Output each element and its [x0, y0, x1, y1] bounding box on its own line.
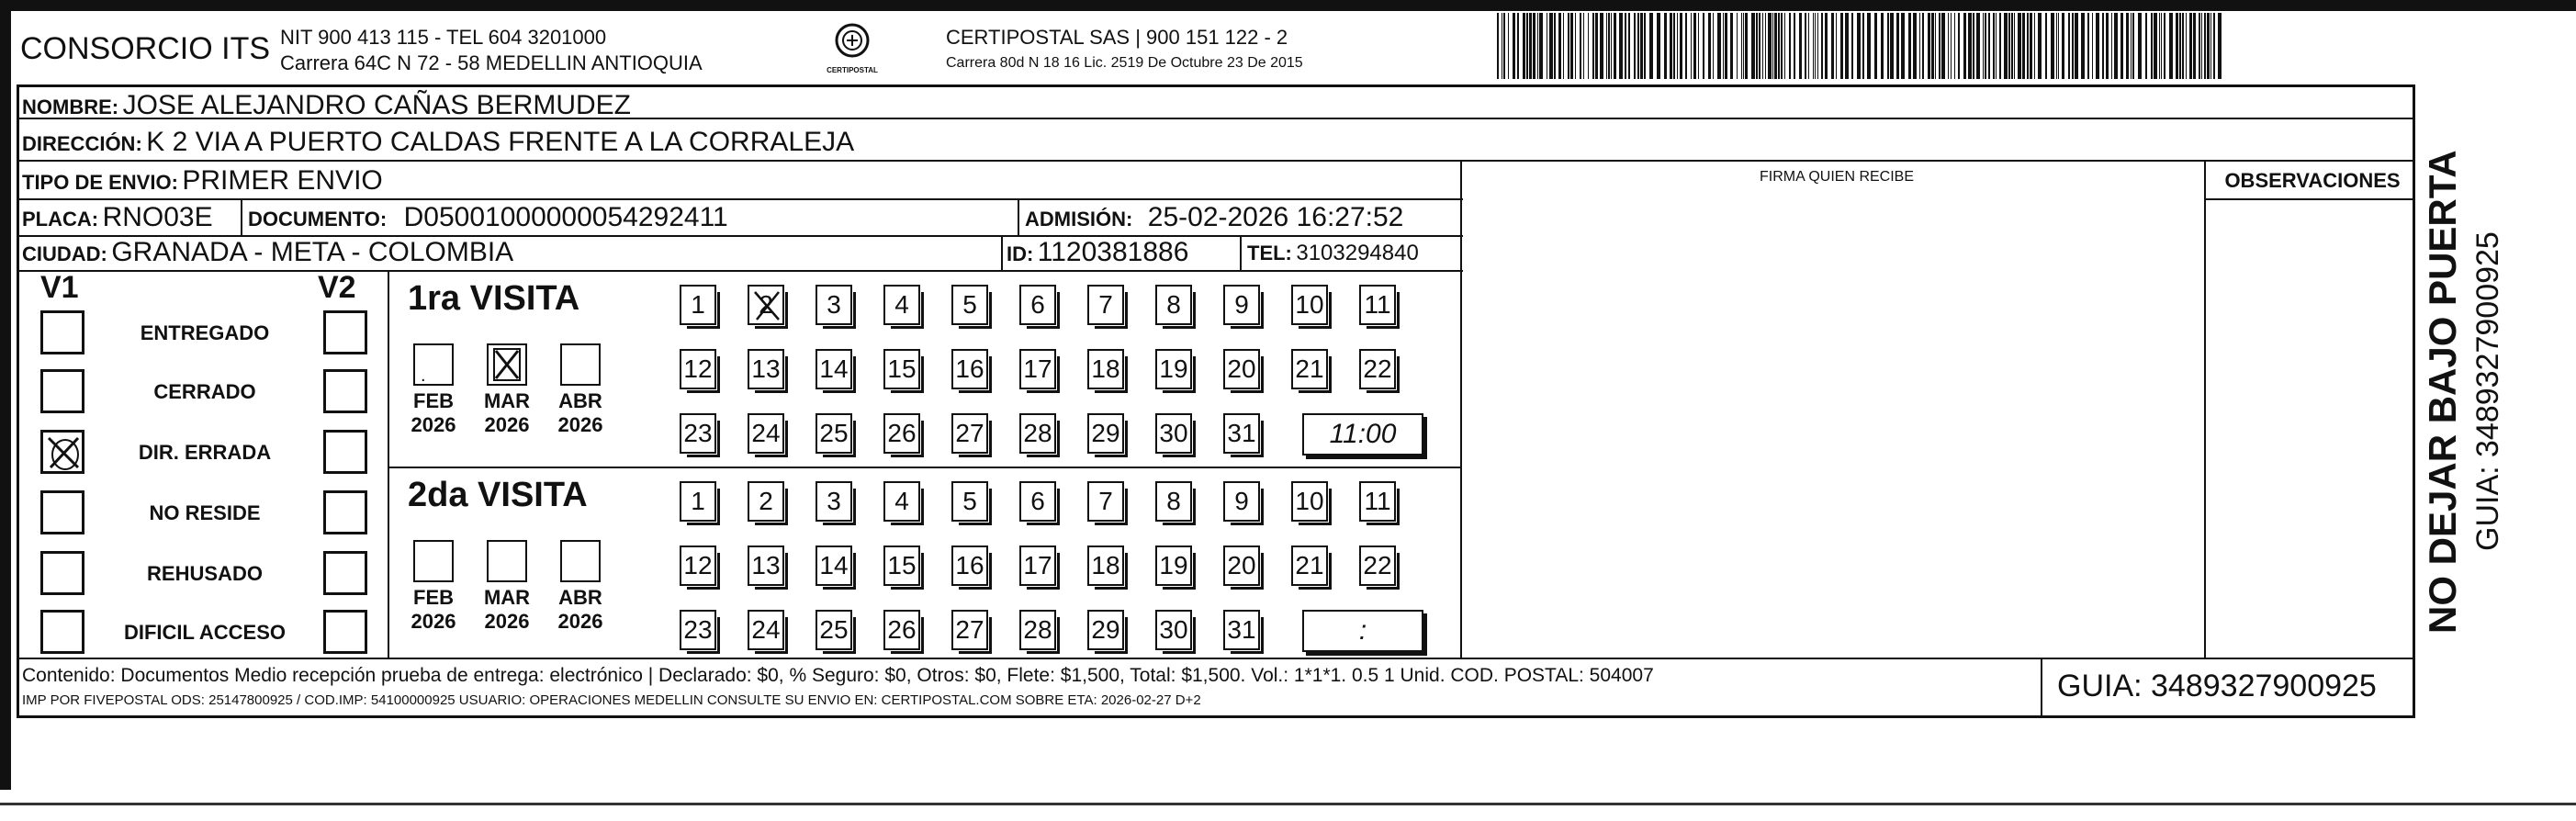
status-label: NO RESIDE: [149, 501, 261, 524]
footer-contenido: Contenido: Documentos Medio recepción prueba de entrega: electrónico | Declarado: $0, % Seguro: $0, Otros: $0, Flete: $1,500, Total: $1,500. Vol.: 1*1*1. 0.5 1 Unid. COD. POSTAL: 504007: [22, 665, 1654, 686]
company-name: CONSORCIO ITS: [20, 31, 271, 66]
day-box[interactable]: 8: [1155, 481, 1192, 522]
day-box[interactable]: 6: [1019, 481, 1056, 522]
col-divider: [1001, 235, 1003, 270]
day-box[interactable]: 9: [1223, 285, 1260, 325]
status-label: CERRADO: [153, 380, 256, 403]
month-name: ABR: [558, 389, 602, 412]
status-v1-checkbox[interactable]: [40, 490, 84, 534]
day-box[interactable]: 2: [748, 481, 784, 522]
day-box[interactable]: 24: [748, 413, 784, 454]
company-address: Carrera 64C N 72 - 58 MEDELLIN ANTIOQUIA: [280, 51, 703, 74]
visit-divider: [388, 467, 1460, 468]
day-box[interactable]: 10: [1291, 285, 1328, 325]
row-divider: [17, 658, 2415, 659]
status-v2-checkbox[interactable]: [323, 430, 367, 474]
placa-row: [22, 202, 213, 233]
day-box[interactable]: 21: [1291, 349, 1328, 389]
footer-guia: GUIA: 3489327900925: [2057, 669, 2377, 703]
month-name: FEB: [413, 586, 454, 609]
day-box[interactable]: 14: [816, 349, 852, 389]
status-v2-checkbox[interactable]: [323, 551, 367, 595]
day-box[interactable]: 3: [816, 481, 852, 522]
day-box[interactable]: 18: [1087, 349, 1124, 389]
day-box[interactable]: 13: [748, 545, 784, 586]
logo-text: CERTIPOSTAL: [827, 66, 878, 74]
month-name: MAR: [483, 389, 531, 412]
day-box[interactable]: 28: [1019, 413, 1056, 454]
check-x-icon: [753, 290, 781, 321]
status-v1-checkbox[interactable]: [40, 310, 84, 354]
status-v2-checkbox[interactable]: [323, 610, 367, 654]
day-box[interactable]: 11: [1359, 285, 1396, 325]
month-name: FEB: [413, 389, 454, 412]
status-label: REHUSADO: [147, 562, 263, 585]
status-v1-checkbox[interactable]: [40, 610, 84, 654]
direccion-row: [22, 127, 854, 158]
day-box[interactable]: 6: [1019, 285, 1056, 325]
day-box[interactable]: 12: [680, 545, 716, 586]
tel-label: TEL:: [1247, 242, 1292, 264]
v1-header: V1: [40, 270, 79, 305]
ciudad-label: CIUDAD:: [22, 242, 107, 265]
id-value: 1120381886: [1037, 237, 1189, 267]
status-v1-checkbox[interactable]: [40, 551, 84, 595]
col-divider: [241, 198, 242, 235]
day-box[interactable]: 19: [1155, 349, 1192, 389]
carrier-info: CERTIPOSTAL SAS | 900 151 122 - 2: [946, 26, 1288, 49]
month-checkbox[interactable]: [487, 540, 527, 582]
month-checkbox[interactable]: [560, 343, 601, 386]
day-box[interactable]: 10: [1291, 481, 1328, 522]
documento-label: DOCUMENTO:: [248, 208, 388, 231]
month-label: [401, 586, 466, 634]
day-box[interactable]: 19: [1155, 545, 1192, 586]
admision-value: 25-02-2026 16:27:52: [1147, 202, 1404, 232]
status-v2-checkbox[interactable]: [323, 490, 367, 534]
company-nit: NIT 900 413 115 - TEL 604 3201000: [280, 26, 607, 49]
month-year: 2026: [557, 610, 603, 633]
month-name: MAR: [483, 586, 531, 609]
tipo-envio-row: [22, 165, 383, 197]
scan-top-edge: [0, 0, 2576, 11]
row-divider: [17, 270, 1463, 272]
observaciones-label: OBSERVACIONES: [2224, 169, 2401, 192]
id-label: ID:: [1007, 242, 1034, 265]
month-year: 2026: [411, 413, 456, 436]
day-box[interactable]: 29: [1087, 413, 1124, 454]
status-v2-checkbox[interactable]: [323, 310, 367, 354]
status-v2-checkbox[interactable]: [323, 369, 367, 413]
visit-title: 2da VISITA: [408, 476, 588, 514]
month-name: ABR: [558, 586, 602, 609]
footer-imp: IMP POR FIVEPOSTAL ODS: 25147800925 / COD.IMP: 54100000925 USUARIO: OPERACIONES MEDELLIN CONSULTE SU ENVIO EN: CERTIPOSTAL.COM SOBRE ETA: 2026-02-27 D+2: [22, 692, 1201, 708]
no-dejar-bajo-puerta: NO DEJAR BAJO PUERTA: [2421, 150, 2464, 634]
day-box[interactable]: 20: [1223, 545, 1260, 586]
day-box[interactable]: 4: [883, 285, 920, 325]
side-guia: GUIA: 3489327900925: [2470, 231, 2505, 551]
tipo-envio-label: TIPO DE ENVIO:: [22, 171, 178, 194]
col-divider: [388, 270, 389, 658]
status-v1-checkbox[interactable]: [40, 369, 84, 413]
month-year: 2026: [411, 610, 456, 633]
day-box[interactable]: 27: [951, 610, 988, 650]
admision-label: ADMISIÓN:: [1025, 208, 1133, 231]
dot-mark: .: [421, 366, 426, 386]
day-box[interactable]: 25: [816, 413, 852, 454]
tel-row: [1247, 241, 1419, 266]
day-box[interactable]: 23: [680, 413, 716, 454]
day-box[interactable]: 26: [883, 413, 920, 454]
day-box[interactable]: 23: [680, 610, 716, 650]
nombre-value: JOSE ALEJANDRO CAÑAS BERMUDEZ: [122, 90, 632, 120]
day-box[interactable]: 7: [1087, 481, 1124, 522]
month-label: [475, 586, 539, 634]
day-box[interactable]: 18: [1087, 545, 1124, 586]
month-year: 2026: [484, 413, 530, 436]
status-label: ENTREGADO: [140, 321, 270, 344]
day-box[interactable]: 5: [951, 285, 988, 325]
day-box[interactable]: 31: [1223, 413, 1260, 454]
month-checkbox[interactable]: [487, 343, 527, 386]
admision-row: [1025, 202, 1403, 233]
day-box[interactable]: 20: [1223, 349, 1260, 389]
col-divider: [2204, 160, 2206, 658]
day-box[interactable]: 7: [1087, 285, 1124, 325]
month-year: 2026: [484, 610, 530, 633]
day-box[interactable]: 17: [1019, 545, 1056, 586]
firma-label: FIRMA QUIEN RECIBE: [1759, 169, 1915, 185]
day-box[interactable]: 12: [680, 349, 716, 389]
scan-left-edge: [0, 0, 11, 790]
check-x-icon: [489, 345, 525, 384]
documento-value: D05001000000054292411: [403, 202, 728, 232]
status-v1-checkbox[interactable]: [40, 430, 84, 474]
month-year: 2026: [557, 413, 603, 436]
day-box[interactable]: 4: [883, 481, 920, 522]
day-box[interactable]: 17: [1019, 349, 1056, 389]
row-divider: [17, 160, 2415, 162]
day-box[interactable]: 30: [1155, 413, 1192, 454]
day-box[interactable]: 5: [951, 481, 988, 522]
ciudad-row: [22, 237, 513, 268]
row-divider: [17, 198, 1463, 200]
time-box[interactable]: :: [1302, 610, 1423, 652]
certipostal-logo: [816, 20, 889, 79]
day-box[interactable]: 16: [951, 349, 988, 389]
barcode: [1497, 13, 2222, 79]
nombre-row: [22, 90, 631, 121]
time-box[interactable]: 11:00: [1302, 413, 1423, 455]
day-box[interactable]: 27: [951, 413, 988, 454]
carrier-license: Carrera 80d N 18 16 Lic. 2519 De Octubre 23 De 2015: [946, 55, 1303, 71]
col-divider: [2041, 658, 2042, 718]
check-x-icon: [43, 433, 84, 473]
col-divider: [1460, 160, 1462, 658]
v2-header: V2: [318, 270, 356, 305]
day-box[interactable]: 16: [951, 545, 988, 586]
col-divider: [1018, 198, 1019, 235]
id-row: [1007, 237, 1188, 268]
day-box[interactable]: 9: [1223, 481, 1260, 522]
tel-value: 3103294840: [1296, 241, 1419, 265]
day-box[interactable]: 22: [1359, 545, 1396, 586]
col-divider: [1240, 235, 1242, 270]
ciudad-value: GRANADA - META - COLOMBIA: [111, 237, 514, 267]
month-label: [475, 389, 539, 437]
day-box[interactable]: 15: [883, 349, 920, 389]
month-label: [548, 586, 613, 634]
direccion-label: DIRECCIÓN:: [22, 132, 142, 155]
status-label: DIR. ERRADA: [138, 441, 272, 464]
direccion-value: K 2 VIA A PUERTO CALDAS FRENTE A LA CORRALEJA: [146, 127, 855, 157]
day-box[interactable]: 1: [680, 481, 716, 522]
month-checkbox[interactable]: [413, 343, 454, 386]
day-box[interactable]: 31: [1223, 610, 1260, 650]
day-box[interactable]: 25: [816, 610, 852, 650]
status-label: DIFICIL ACCESO: [123, 621, 286, 644]
day-box[interactable]: 8: [1155, 285, 1192, 325]
month-label: [401, 389, 466, 437]
day-box[interactable]: 24: [748, 610, 784, 650]
day-box[interactable]: 29: [1087, 610, 1124, 650]
day-box[interactable]: 26: [883, 610, 920, 650]
tipo-envio-value: PRIMER ENVIO: [182, 165, 383, 196]
day-box[interactable]: 14: [816, 545, 852, 586]
day-box[interactable]: 21: [1291, 545, 1328, 586]
day-box[interactable]: 15: [883, 545, 920, 586]
placa-label: PLACA:: [22, 208, 99, 231]
day-box[interactable]: 22: [1359, 349, 1396, 389]
day-box[interactable]: 30: [1155, 610, 1192, 650]
month-checkbox[interactable]: [413, 540, 454, 582]
day-box[interactable]: 13: [748, 349, 784, 389]
documento-row: [248, 202, 728, 233]
day-box[interactable]: 11: [1359, 481, 1396, 522]
month-checkbox[interactable]: [560, 540, 601, 582]
day-box[interactable]: 2: [748, 285, 784, 325]
visit-title: 1ra VISITA: [408, 279, 580, 318]
scan-bottom-line: [0, 803, 2576, 805]
month-label: [548, 389, 613, 437]
placa-value: RNO03E: [102, 202, 213, 232]
row-divider: [2206, 198, 2415, 200]
nombre-label: NOMBRE:: [22, 96, 119, 118]
day-box[interactable]: 1: [680, 285, 716, 325]
day-box[interactable]: 28: [1019, 610, 1056, 650]
day-box[interactable]: 3: [816, 285, 852, 325]
